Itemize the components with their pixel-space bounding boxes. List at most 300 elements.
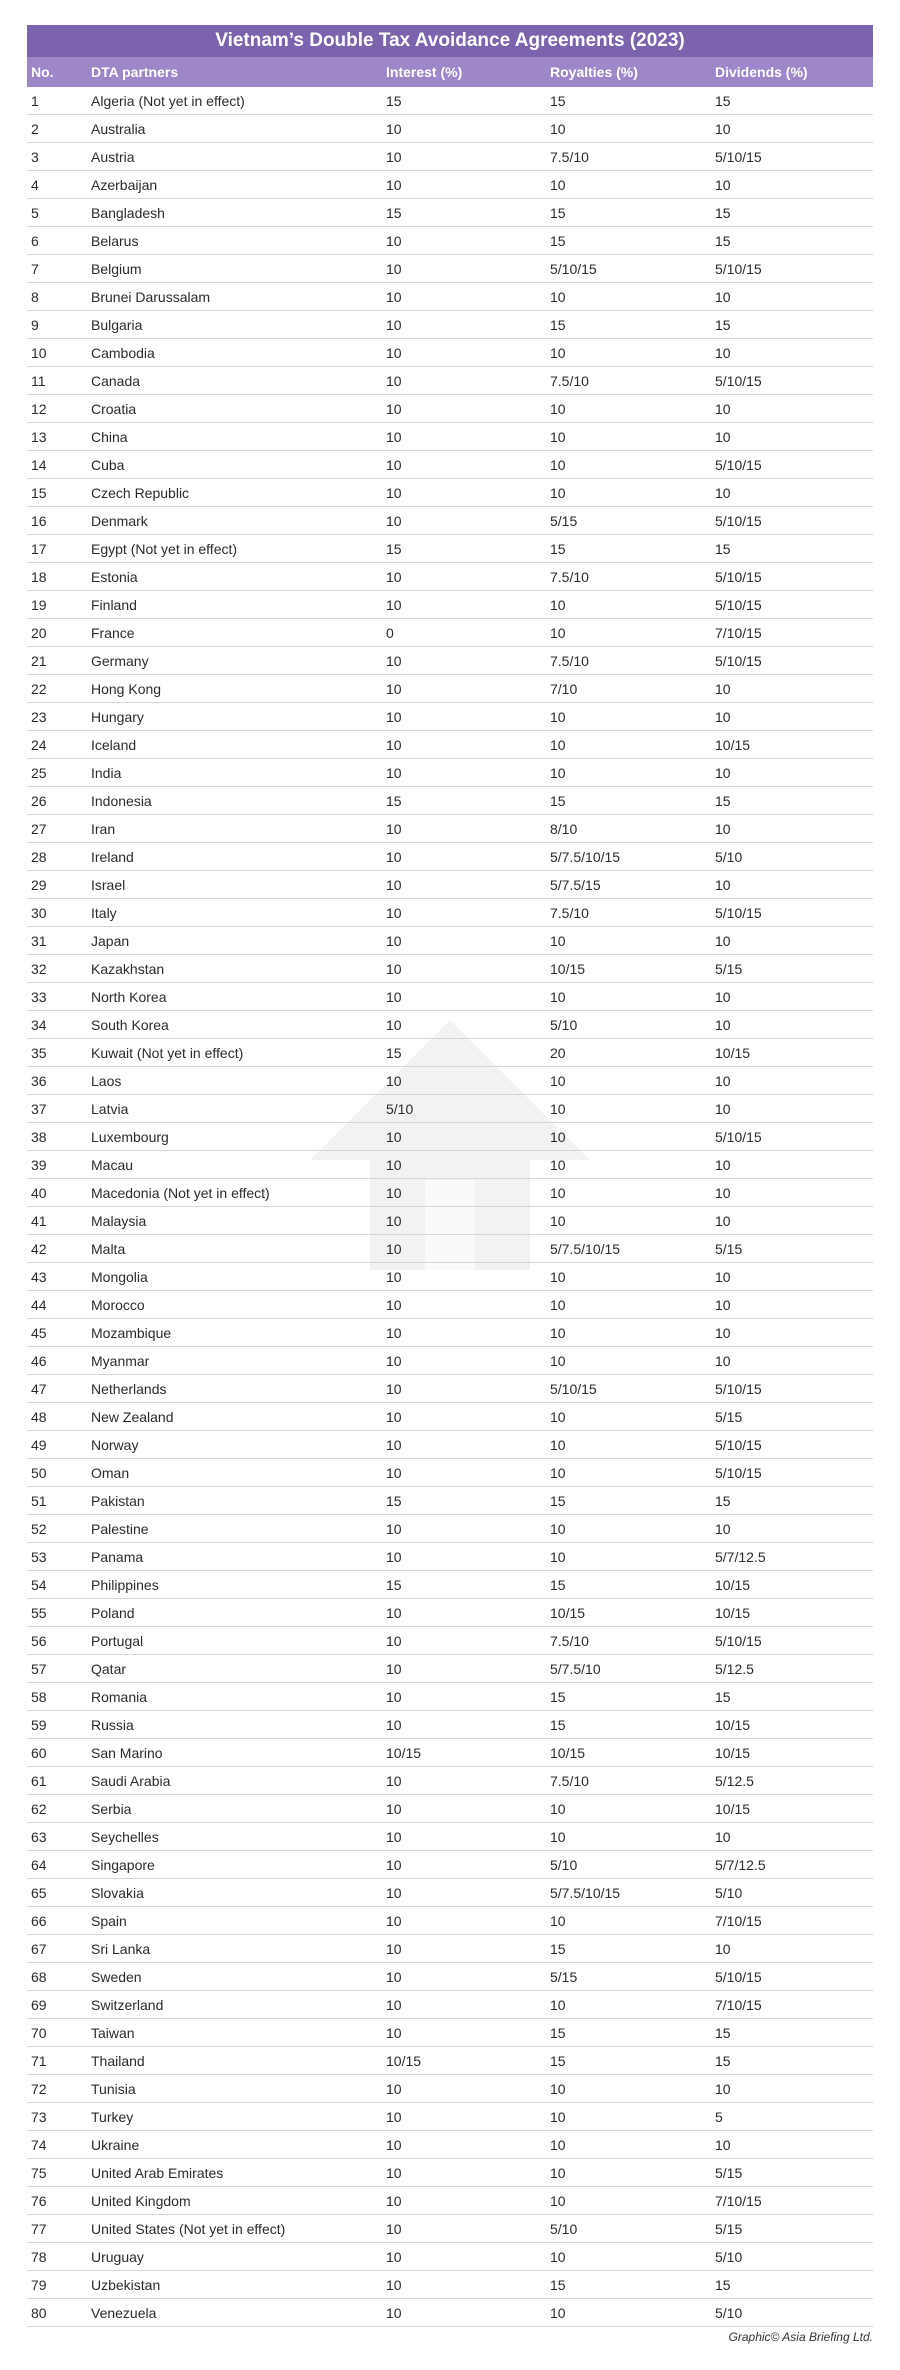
row-royalties: 10 xyxy=(550,401,566,417)
row-partner: Saudi Arabia xyxy=(91,1773,171,1789)
row-partner: Venezuela xyxy=(91,2305,157,2321)
table-row xyxy=(27,311,873,339)
row-royalties: 15 xyxy=(550,1689,566,1705)
row-royalties: 10 xyxy=(550,597,566,613)
row-dividends: 5/12.5 xyxy=(715,1661,754,1677)
row-partner: Portugal xyxy=(91,1633,144,1649)
row-interest: 10 xyxy=(386,1521,402,1537)
row-royalties: 10 xyxy=(550,625,566,641)
table-row xyxy=(27,1207,873,1235)
row-interest: 10 xyxy=(386,1185,402,1201)
row-royalties: 10 xyxy=(550,345,566,361)
row-partner: Tunisia xyxy=(91,2081,136,2097)
table-row xyxy=(27,1823,873,1851)
table-row xyxy=(27,1907,873,1935)
row-partner: Belarus xyxy=(91,233,139,249)
row-partner: Hong Kong xyxy=(91,681,162,697)
row-partner: Russia xyxy=(91,1717,134,1733)
row-number: 43 xyxy=(31,1269,47,1285)
row-interest: 10 xyxy=(386,1941,402,1957)
row-interest: 10/15 xyxy=(386,2053,422,2069)
row-dividends: 15 xyxy=(715,93,731,109)
row-number: 3 xyxy=(31,149,39,165)
row-royalties: 7.5/10 xyxy=(550,1773,589,1789)
header-royalties: Royalties (%) xyxy=(550,64,638,80)
row-partner: United States (Not yet in effect) xyxy=(91,2221,286,2237)
row-dividends: 7/10/15 xyxy=(715,1913,762,1929)
row-number: 29 xyxy=(31,877,47,893)
row-dividends: 10 xyxy=(715,177,731,193)
row-partner: Malta xyxy=(91,1241,126,1257)
table-row xyxy=(27,2271,873,2299)
row-dividends: 15 xyxy=(715,793,731,809)
row-number: 62 xyxy=(31,1801,47,1817)
table-row xyxy=(27,143,873,171)
row-dividends: 15 xyxy=(715,233,731,249)
row-number: 53 xyxy=(31,1549,47,1565)
row-interest: 10 xyxy=(386,1969,402,1985)
table-row xyxy=(27,451,873,479)
row-partner: New Zealand xyxy=(91,1409,174,1425)
row-interest: 10 xyxy=(386,1325,402,1341)
row-interest: 10 xyxy=(386,1857,402,1873)
row-interest: 10 xyxy=(386,1353,402,1369)
row-number: 60 xyxy=(31,1745,47,1761)
row-dividends: 10 xyxy=(715,1941,731,1957)
row-royalties: 5/7.5/15 xyxy=(550,877,601,893)
row-interest: 15 xyxy=(386,1577,402,1593)
row-partner: Bangladesh xyxy=(91,205,165,221)
row-interest: 10 xyxy=(386,1801,402,1817)
row-number: 31 xyxy=(31,933,47,949)
row-interest: 10 xyxy=(386,709,402,725)
row-partner: Egypt (Not yet in effect) xyxy=(91,541,238,557)
row-royalties: 5/10 xyxy=(550,1017,578,1033)
row-dividends: 10 xyxy=(715,1185,731,1201)
row-number: 72 xyxy=(31,2081,47,2097)
row-number: 7 xyxy=(31,261,39,277)
row-interest: 15 xyxy=(386,1493,402,1509)
row-partner: Laos xyxy=(91,1073,122,1089)
row-dividends: 10 xyxy=(715,1353,731,1369)
row-number: 63 xyxy=(31,1829,47,1845)
row-interest: 10 xyxy=(386,1073,402,1089)
row-partner: Czech Republic xyxy=(91,485,190,501)
row-partner: Macau xyxy=(91,1157,134,1173)
row-partner: Netherlands xyxy=(91,1381,167,1397)
row-number: 80 xyxy=(31,2305,47,2321)
row-interest: 10 xyxy=(386,1381,402,1397)
row-number: 44 xyxy=(31,1297,47,1313)
header-no: No. xyxy=(31,64,54,80)
row-royalties: 10 xyxy=(550,1829,566,1845)
row-partner: Belgium xyxy=(91,261,142,277)
row-dividends: 7/10/15 xyxy=(715,625,762,641)
row-partner: Uruguay xyxy=(91,2249,144,2265)
table-row xyxy=(27,1403,873,1431)
row-royalties: 15 xyxy=(550,1493,566,1509)
row-dividends: 10 xyxy=(715,1297,731,1313)
row-royalties: 15 xyxy=(550,1577,566,1593)
row-partner: Canada xyxy=(91,373,141,389)
row-number: 16 xyxy=(31,513,47,529)
row-interest: 10 xyxy=(386,1689,402,1705)
row-royalties: 15 xyxy=(550,205,566,221)
row-royalties: 10/15 xyxy=(550,1605,586,1621)
table-row xyxy=(27,1599,873,1627)
row-dividends: 10/15 xyxy=(715,1577,751,1593)
row-dividends: 5/10/15 xyxy=(715,1129,762,1145)
row-royalties: 5/10 xyxy=(550,2221,578,2237)
row-royalties: 8/10 xyxy=(550,821,578,837)
dta-table xyxy=(27,25,873,2327)
row-number: 48 xyxy=(31,1409,47,1425)
table-row xyxy=(27,1151,873,1179)
row-interest: 10 xyxy=(386,961,402,977)
table-row xyxy=(27,1683,873,1711)
row-partner: Algeria (Not yet in effect) xyxy=(91,93,245,109)
row-number: 58 xyxy=(31,1689,47,1705)
row-interest: 10 xyxy=(386,233,402,249)
row-number: 71 xyxy=(31,2053,47,2069)
row-number: 34 xyxy=(31,1017,47,1033)
row-dividends: 15 xyxy=(715,1689,731,1705)
table-row xyxy=(27,227,873,255)
table-row xyxy=(27,1571,873,1599)
row-partner: Morocco xyxy=(91,1297,145,1313)
row-number: 42 xyxy=(31,1241,47,1257)
row-interest: 10 xyxy=(386,1549,402,1565)
row-royalties: 10 xyxy=(550,1129,566,1145)
row-partner: South Korea xyxy=(91,1017,169,1033)
graphic-credit: Graphic© Asia Briefing Ltd. xyxy=(728,2330,873,2344)
row-partner: Switzerland xyxy=(91,1997,164,2013)
row-partner: Bulgaria xyxy=(91,317,143,333)
row-number: 38 xyxy=(31,1129,47,1145)
row-partner: Palestine xyxy=(91,1521,149,1537)
row-dividends: 15 xyxy=(715,2053,731,2069)
row-interest: 10 xyxy=(386,485,402,501)
row-number: 26 xyxy=(31,793,47,809)
row-number: 73 xyxy=(31,2109,47,2125)
row-partner: Iran xyxy=(91,821,116,837)
row-interest: 10 xyxy=(386,2081,402,2097)
row-dividends: 10/15 xyxy=(715,1745,751,1761)
row-dividends: 10/15 xyxy=(715,737,751,753)
row-royalties: 10 xyxy=(550,121,566,137)
row-partner: Turkey xyxy=(91,2109,134,2125)
row-royalties: 7.5/10 xyxy=(550,149,589,165)
row-dividends: 10 xyxy=(715,765,731,781)
table-row xyxy=(27,423,873,451)
row-partner: Latvia xyxy=(91,1101,129,1117)
row-interest: 10 xyxy=(386,681,402,697)
row-dividends: 5/10/15 xyxy=(715,597,762,613)
table-row xyxy=(27,983,873,1011)
table-row xyxy=(27,843,873,871)
row-number: 20 xyxy=(31,625,47,641)
row-dividends: 5/15 xyxy=(715,961,743,977)
table-row xyxy=(27,815,873,843)
row-interest: 15 xyxy=(386,1045,402,1061)
row-royalties: 10 xyxy=(550,2081,566,2097)
row-number: 6 xyxy=(31,233,39,249)
row-number: 70 xyxy=(31,2025,47,2041)
row-royalties: 10/15 xyxy=(550,1745,586,1761)
row-partner: San Marino xyxy=(91,1745,163,1761)
row-dividends: 10 xyxy=(715,1269,731,1285)
row-partner: Kazakhstan xyxy=(91,961,165,977)
row-number: 55 xyxy=(31,1605,47,1621)
table-body xyxy=(27,87,873,2327)
row-interest: 15 xyxy=(386,205,402,221)
row-partner: Thailand xyxy=(91,2053,145,2069)
table-row xyxy=(27,1459,873,1487)
row-number: 68 xyxy=(31,1969,47,1985)
row-partner: Sri Lanka xyxy=(91,1941,151,1957)
row-number: 9 xyxy=(31,317,39,333)
row-number: 28 xyxy=(31,849,47,865)
row-royalties: 15 xyxy=(550,93,566,109)
row-dividends: 10/15 xyxy=(715,1717,751,1733)
row-number: 56 xyxy=(31,1633,47,1649)
row-royalties: 10 xyxy=(550,1073,566,1089)
row-number: 67 xyxy=(31,1941,47,1957)
row-number: 66 xyxy=(31,1913,47,1929)
row-dividends: 10 xyxy=(715,1101,731,1117)
row-royalties: 15 xyxy=(550,541,566,557)
row-interest: 10 xyxy=(386,1157,402,1173)
row-interest: 15 xyxy=(386,541,402,557)
row-number: 78 xyxy=(31,2249,47,2265)
row-partner: Qatar xyxy=(91,1661,127,1677)
table-row xyxy=(27,283,873,311)
table-row xyxy=(27,955,873,983)
row-dividends: 5/10/15 xyxy=(715,1969,762,1985)
row-royalties: 10 xyxy=(550,1269,566,1285)
row-dividends: 10 xyxy=(715,821,731,837)
table-row xyxy=(27,1627,873,1655)
row-number: 77 xyxy=(31,2221,47,2237)
table-row xyxy=(27,1879,873,1907)
table-row xyxy=(27,1795,873,1823)
row-partner: Taiwan xyxy=(91,2025,135,2041)
row-dividends: 10 xyxy=(715,1157,731,1173)
row-partner: Ukraine xyxy=(91,2137,140,2153)
row-interest: 10 xyxy=(386,1605,402,1621)
row-interest: 10 xyxy=(386,177,402,193)
row-number: 23 xyxy=(31,709,47,725)
table-row xyxy=(27,1655,873,1683)
row-dividends: 5/10/15 xyxy=(715,1465,762,1481)
row-dividends: 5/10 xyxy=(715,2305,743,2321)
row-number: 21 xyxy=(31,653,47,669)
row-number: 17 xyxy=(31,541,47,557)
row-interest: 10 xyxy=(386,989,402,1005)
table-row xyxy=(27,871,873,899)
table-row xyxy=(27,255,873,283)
row-partner: India xyxy=(91,765,122,781)
row-partner: Croatia xyxy=(91,401,137,417)
table-row xyxy=(27,1179,873,1207)
row-number: 4 xyxy=(31,177,39,193)
row-partner: Ireland xyxy=(91,849,134,865)
row-royalties: 5/10/15 xyxy=(550,261,597,277)
row-partner: Cuba xyxy=(91,457,125,473)
table-row xyxy=(27,1991,873,2019)
row-interest: 10 xyxy=(386,653,402,669)
row-interest: 10 xyxy=(386,1717,402,1733)
header-dividends: Dividends (%) xyxy=(715,64,808,80)
row-royalties: 10 xyxy=(550,289,566,305)
row-number: 75 xyxy=(31,2165,47,2181)
row-royalties: 10 xyxy=(550,1101,566,1117)
row-partner: Luxembourg xyxy=(91,1129,169,1145)
table-row xyxy=(27,535,873,563)
row-interest: 10 xyxy=(386,2193,402,2209)
row-interest: 10 xyxy=(386,2137,402,2153)
row-number: 52 xyxy=(31,1521,47,1537)
row-royalties: 10 xyxy=(550,933,566,949)
row-dividends: 5/10/15 xyxy=(715,653,762,669)
row-dividends: 10/15 xyxy=(715,1045,751,1061)
row-interest: 10 xyxy=(386,401,402,417)
row-partner: North Korea xyxy=(91,989,167,1005)
row-number: 27 xyxy=(31,821,47,837)
row-partner: Azerbaijan xyxy=(91,177,158,193)
row-number: 41 xyxy=(31,1213,47,1229)
row-dividends: 5/15 xyxy=(715,1409,743,1425)
row-royalties: 7.5/10 xyxy=(550,1633,589,1649)
row-royalties: 15 xyxy=(550,2025,566,2041)
table-row xyxy=(27,647,873,675)
row-dividends: 5/10/15 xyxy=(715,261,762,277)
row-dividends: 5/10/15 xyxy=(715,569,762,585)
row-partner: Cambodia xyxy=(91,345,155,361)
row-number: 30 xyxy=(31,905,47,921)
table-row xyxy=(27,1375,873,1403)
table-row xyxy=(27,1767,873,1795)
row-royalties: 5/10/15 xyxy=(550,1381,597,1397)
row-dividends: 5/10/15 xyxy=(715,1381,762,1397)
table-row xyxy=(27,339,873,367)
row-interest: 10 xyxy=(386,821,402,837)
row-dividends: 5/10/15 xyxy=(715,1437,762,1453)
row-dividends: 10 xyxy=(715,1213,731,1229)
row-dividends: 7/10/15 xyxy=(715,2193,762,2209)
table-row xyxy=(27,675,873,703)
row-number: 15 xyxy=(31,485,47,501)
row-interest: 10 xyxy=(386,317,402,333)
row-royalties: 10 xyxy=(550,2193,566,2209)
row-royalties: 10 xyxy=(550,485,566,501)
row-dividends: 10 xyxy=(715,401,731,417)
row-royalties: 15 xyxy=(550,793,566,809)
table-row xyxy=(27,2159,873,2187)
row-number: 25 xyxy=(31,765,47,781)
row-royalties: 10 xyxy=(550,2137,566,2153)
row-interest: 10 xyxy=(386,1017,402,1033)
row-number: 5 xyxy=(31,205,39,221)
row-interest: 10 xyxy=(386,2277,402,2293)
row-dividends: 15 xyxy=(715,2277,731,2293)
row-number: 50 xyxy=(31,1465,47,1481)
row-partner: Uzbekistan xyxy=(91,2277,161,2293)
table-row xyxy=(27,619,873,647)
row-number: 69 xyxy=(31,1997,47,2013)
row-dividends: 10 xyxy=(715,121,731,137)
row-royalties: 10 xyxy=(550,1549,566,1565)
row-dividends: 5/7/12.5 xyxy=(715,1549,766,1565)
row-number: 40 xyxy=(31,1185,47,1201)
row-interest: 10/15 xyxy=(386,1745,422,1761)
row-dividends: 10 xyxy=(715,429,731,445)
table-row xyxy=(27,1851,873,1879)
row-interest: 10 xyxy=(386,933,402,949)
row-partner: Serbia xyxy=(91,1801,132,1817)
row-interest: 15 xyxy=(386,93,402,109)
table-row xyxy=(27,1711,873,1739)
table-row xyxy=(27,479,873,507)
row-dividends: 5/10/15 xyxy=(715,373,762,389)
row-interest: 10 xyxy=(386,597,402,613)
row-interest: 10 xyxy=(386,1465,402,1481)
table-row xyxy=(27,563,873,591)
row-royalties: 15 xyxy=(550,2277,566,2293)
row-interest: 5/10 xyxy=(386,1101,414,1117)
row-royalties: 15 xyxy=(550,233,566,249)
row-royalties: 5/15 xyxy=(550,1969,578,1985)
row-royalties: 10 xyxy=(550,1437,566,1453)
row-interest: 10 xyxy=(386,877,402,893)
row-partner: Macedonia (Not yet in effect) xyxy=(91,1185,270,1201)
table-row xyxy=(27,2047,873,2075)
row-number: 54 xyxy=(31,1577,47,1593)
row-dividends: 15 xyxy=(715,2025,731,2041)
row-number: 59 xyxy=(31,1717,47,1733)
table-row xyxy=(27,1291,873,1319)
header-partner: DTA partners xyxy=(91,64,179,80)
table-title: Vietnam’s Double Tax Avoidance Agreements (2023) xyxy=(27,25,873,57)
row-number: 45 xyxy=(31,1325,47,1341)
table-row xyxy=(27,87,873,115)
row-partner: Myanmar xyxy=(91,1353,150,1369)
row-royalties: 10 xyxy=(550,1297,566,1313)
row-dividends: 5/15 xyxy=(715,2221,743,2237)
row-number: 12 xyxy=(31,401,47,417)
table-row xyxy=(27,2019,873,2047)
row-number: 47 xyxy=(31,1381,47,1397)
row-royalties: 10 xyxy=(550,1213,566,1229)
row-number: 14 xyxy=(31,457,47,473)
row-interest: 10 xyxy=(386,149,402,165)
row-interest: 10 xyxy=(386,849,402,865)
row-interest: 10 xyxy=(386,1997,402,2013)
row-number: 36 xyxy=(31,1073,47,1089)
row-royalties: 10 xyxy=(550,1157,566,1173)
row-dividends: 15 xyxy=(715,205,731,221)
row-number: 32 xyxy=(31,961,47,977)
row-number: 10 xyxy=(31,345,47,361)
row-partner: Brunei Darussalam xyxy=(91,289,211,305)
row-interest: 10 xyxy=(386,1633,402,1649)
row-royalties: 20 xyxy=(550,1045,566,1061)
row-royalties: 10 xyxy=(550,765,566,781)
row-interest: 10 xyxy=(386,905,402,921)
row-partner: Denmark xyxy=(91,513,148,529)
row-royalties: 15 xyxy=(550,2053,566,2069)
row-partner: Kuwait (Not yet in effect) xyxy=(91,1045,244,1061)
